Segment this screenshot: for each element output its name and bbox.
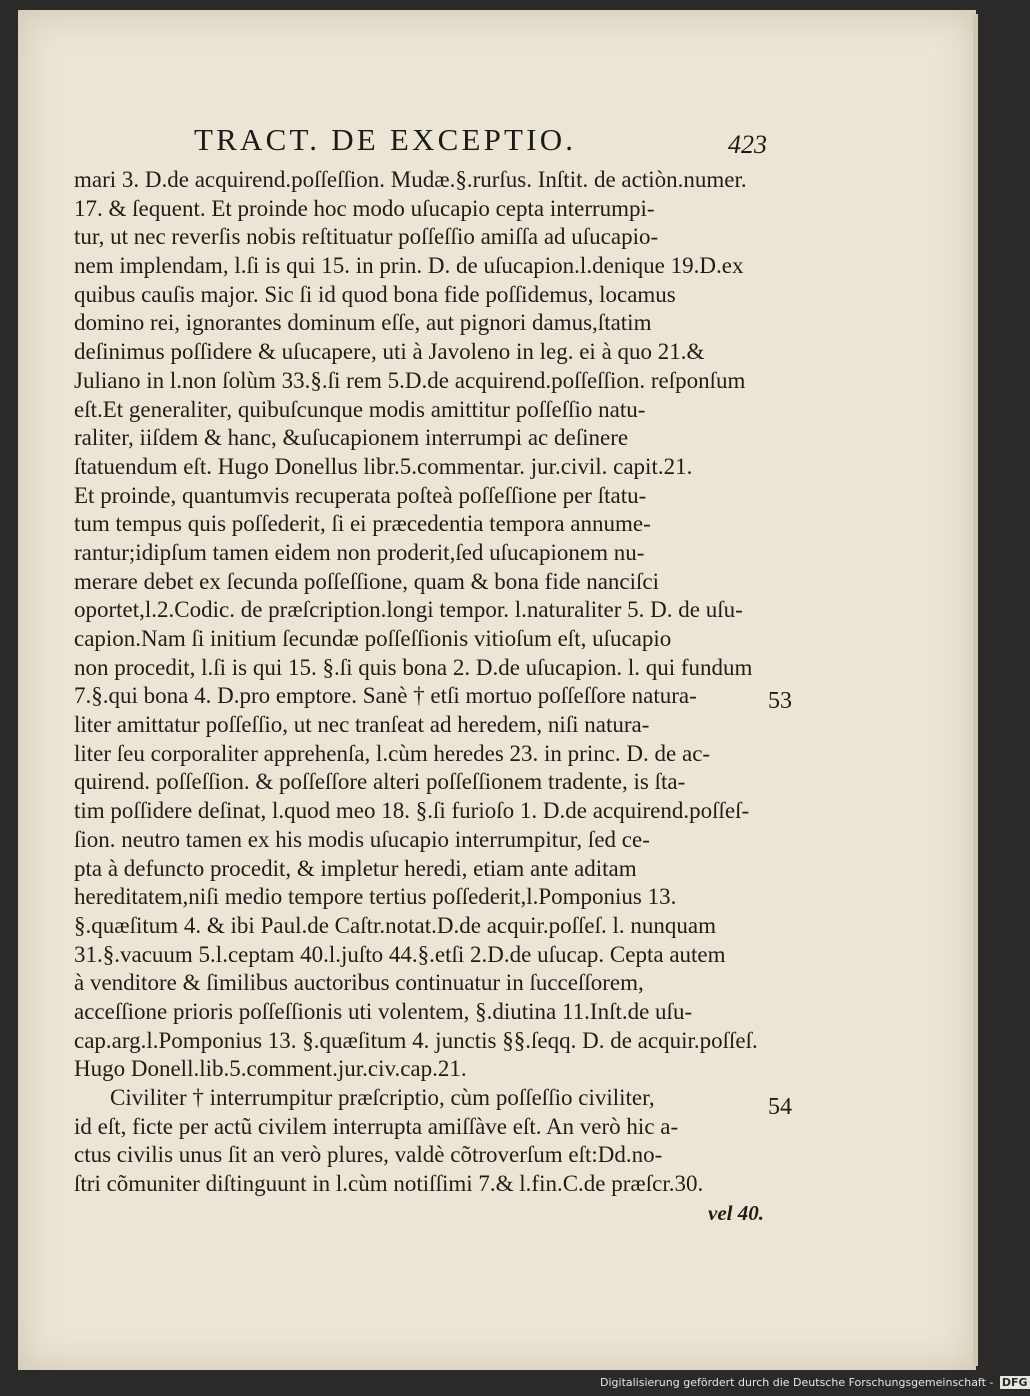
page-number: 423	[728, 130, 767, 159]
text-line: tum tempus quis poſſederit, ſi ei præcedentia tempora annume-	[74, 511, 651, 537]
text-line: quirend. poſſeſſion. & poſſeſſore alteri poſſeſſionem tradente, is ſta-	[74, 769, 686, 795]
text-line: quibus cauſis major. Sic ſi id quod bona fide poſſidemus, locamus	[74, 281, 676, 307]
text-line: 31.§.vacuum 5.l.ceptam 40.l.juſto 44.§.etſi 2.D.de uſucap. Cepta autem	[74, 941, 726, 967]
page-edge	[973, 14, 978, 1366]
text-line: Juliano in l.non ſolùm 33.§.ſi rem 5.D.de acquirend.poſſeſſion. reſponſum	[74, 367, 746, 393]
text-line-last: vel 40.	[708, 1200, 764, 1225]
marginal-number: 54	[768, 1094, 792, 1120]
text-line: Hugo Donell.lib.5.comment.jur.civ.cap.21.	[74, 1056, 467, 1082]
text-line: oportet,l.2.Codic. de præſcription.longi tempor. l.naturaliter 5. D. de uſu-	[74, 597, 743, 623]
text-line: ſtatuendum eſt. Hugo Donellus libr.5.commentar. jur.civil. capit.21.	[74, 453, 693, 479]
body-text	[74, 166, 764, 1227]
footer-credit	[600, 1376, 1028, 1394]
text-line: eſt.Et generaliter, quibuſcunque modis amittitur poſſeſſio natu-	[74, 396, 646, 422]
text-line: raliter, iiſdem & hanc, &uſucapionem interrumpi ac deſinere	[74, 425, 629, 451]
text-line: ſtri cõmuniter diſtinguunt in l.cùm notiſſimi 7.& l.fin.C.de præſcr.30.	[74, 1171, 704, 1197]
text-line: nem implendam, l.ſi is qui 15. in prin. D. de uſucapion.l.denique 19.D.ex	[74, 253, 744, 279]
text-line: liter ſeu corporaliter apprehenſa, l.cùm heredes 23. in princ. D. de ac-	[74, 740, 711, 766]
text-line: 17. & ſequent. Et proinde hoc modo uſucapio cepta interrumpi-	[74, 195, 655, 221]
text-line: id eſt, ficte per actũ civilem interrupta amiſſàve eſt. An verò hic a-	[74, 1113, 679, 1139]
text-line: à venditore & ſimilibus auctoribus continuatur in ſucceſſorem,	[74, 970, 644, 996]
text-line: non procedit, l.ſi is qui 15. §.ſi quis bona 2. D.de uſucapion. l. qui fundum	[74, 654, 753, 680]
text-line: tim poſſidere deſinat, l.quod meo 18. §.ſi furioſo 1. D.de acquirend.poſſeſ-	[74, 798, 750, 824]
text-line: ſion. neutro tamen ex his modis uſucapio interrumpitur, ſed ce-	[74, 826, 650, 852]
running-title: TRACT. DE EXCEPTIO.	[194, 122, 577, 157]
text-line: domino rei, ignorantes dominum eſſe, aut pignori damus,ſtatim	[74, 310, 652, 336]
text-line: §.quæſitum 4. & ibi Paul.de Caſtr.notat.D.de acquir.poſſeſ. l. nunquam	[74, 912, 717, 938]
text-line: deſinimus poſſidere & uſucapere, uti à Javoleno in leg. ei à quo 21.&	[74, 339, 705, 365]
text-line: tur, ut nec reverſis nobis reſtituatur poſſeſſio amiſſa ad uſucapio-	[74, 224, 659, 250]
text-line: cap.arg.l.Pomponius 13. §.quæſitum 4. junctis §§.ſeqq. D. de acquir.poſſeſ.	[74, 1027, 758, 1053]
text-line: liter amittatur poſſeſſio, ut nec tranſeat ad heredem, niſi natura-	[74, 712, 650, 738]
text-line: hereditatem,niſi medio tempore tertius poſſederit,l.Pomponius 13.	[74, 884, 677, 910]
text-line: 7.§.qui bona 4. D.pro emptore. Sanè † etſi mortuo poſſeſſore natura-	[74, 683, 697, 709]
text-line: Civiliter † interrumpitur præſcriptio, cùm poſſeſſio civiliter,	[110, 1085, 655, 1110]
text-line: capion.Nam ſi initium ſecundæ poſſeſſionis vitioſum eſt, uſucapio	[74, 626, 672, 651]
text-line: Et proinde, quantumvis recuperata poſteà poſſeſſione per ſtatu-	[74, 482, 647, 508]
text-line: rantur;idipſum tamen eidem non proderit,ſed uſucapionem nu-	[74, 539, 645, 565]
credit-text: Digitalisierung gefördert durch die Deutsche Forschungsgemeinschaft -	[600, 1376, 994, 1389]
text-line: pta à defuncto procedit, & impletur heredi, etiam ante aditam	[74, 855, 637, 881]
text-line: mari 3. D.de acquirend.poſſeſſion. Mudæ.§.rurſus. Inſtit. de actiòn.numer.	[74, 167, 747, 192]
text-line: acceſſione prioris poſſeſſionis uti volentem, §.diutina 11.Inſt.de uſu-	[74, 998, 693, 1024]
marginal-number: 53	[768, 688, 792, 714]
text-line: ctus civilis unus ſit an verò plures, valdè cõtroverſum eſt:Dd.no-	[74, 1142, 663, 1168]
page-header	[180, 118, 800, 162]
text-line: merare debet ex ſecunda poſſeſſione, quam & bona fide nanciſci	[74, 568, 659, 594]
dfg-logo: DFG	[1001, 1376, 1028, 1389]
